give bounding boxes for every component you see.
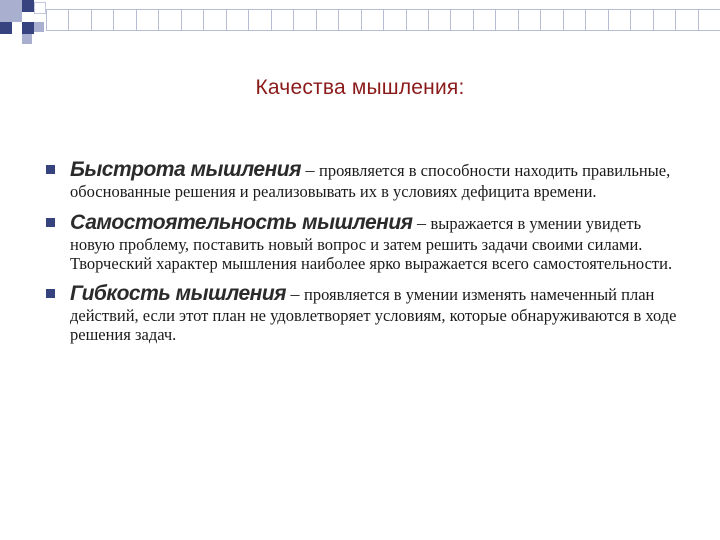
bullet-term: Гибкость мышления [70,282,287,305]
corner-square-light [34,22,44,32]
corner-square-light [12,12,22,22]
corner-square-navy [22,0,34,12]
bullet-text: проявляется в способности находить правильные, обоснованные решения и реализовывать их в условиях дефицита времени. [70,161,671,201]
bullet-list [46,158,686,344]
corner-square-light [22,34,32,44]
square-bullet-icon [46,165,55,174]
bullet-separator: – [300,160,319,180]
bullet-term: Быстрота мышления [70,158,301,181]
list-item [46,211,686,273]
slide-title: Качества мышления: [255,76,465,99]
bullet-separator: – [286,284,305,304]
corner-square-navy [0,22,12,34]
list-item [46,282,686,344]
bullet-text: проявляется в умении изменять намеченный план действий, если этот план не удовлетворяет условиям, которые обнаруживаются в ходе решения задач. [70,285,677,344]
square-bullet-icon [46,289,55,298]
square-bullet-icon [46,218,55,227]
corner-square-outline [34,2,46,14]
corner-square-navy [22,22,34,34]
top-decorative-bar [46,9,720,31]
list-item [46,158,686,201]
bullet-separator: – [412,213,431,233]
bullet-term: Самостоятельность мышления [70,211,413,234]
bullet-text: выражается в умении увидеть новую проблему, поставить новый вопрос и затем решить задачи своими силами. Творческий характер мышления наиболее ярко выражается всего самостоятельности. [70,214,673,273]
